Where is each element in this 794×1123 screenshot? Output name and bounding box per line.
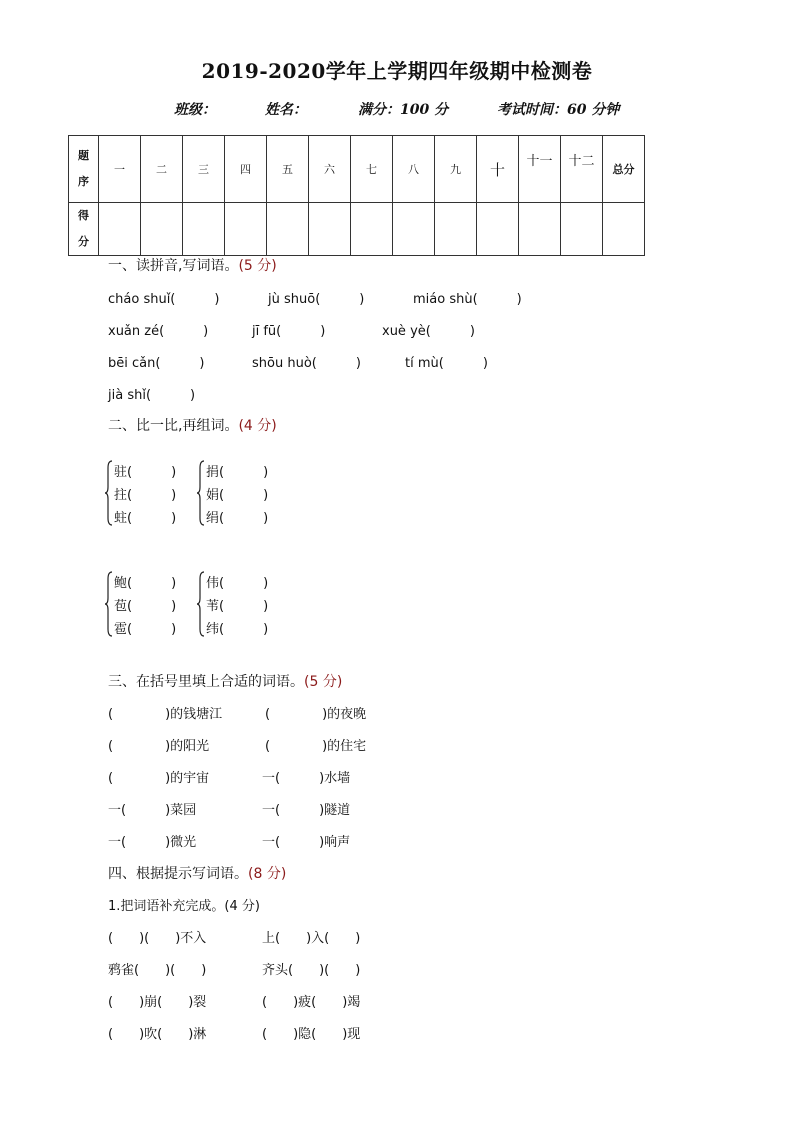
left-brace-icon — [105, 460, 113, 526]
pinyin-item[interactable]: bēi cǎn( ) — [108, 356, 205, 371]
pinyin-item[interactable]: jī fū( ) — [252, 324, 326, 339]
column-header: 四 — [225, 136, 267, 203]
compare-item[interactable]: 纬( ) — [206, 622, 269, 637]
column-header: 八 — [393, 136, 435, 203]
idiom-item[interactable]: 鸦雀( )( ) — [108, 963, 207, 978]
score-cell[interactable] — [561, 203, 603, 256]
score-table-header-row — [69, 136, 645, 203]
header-label-cell — [69, 136, 99, 203]
score-cell[interactable] — [351, 203, 393, 256]
class-label: 班级： — [174, 102, 216, 118]
compare-item[interactable]: 苞( ) — [114, 599, 177, 614]
section-points: (8 分) — [248, 866, 287, 882]
compare-item[interactable]: 捐( ) — [206, 465, 269, 480]
pinyin-item[interactable]: shōu huò( ) — [252, 356, 361, 371]
score-cell[interactable] — [225, 203, 267, 256]
pinyin-item[interactable]: jù shuō( ) — [268, 292, 365, 307]
score-cell[interactable] — [519, 203, 561, 256]
idiom-item[interactable]: ( )( )不入 — [108, 931, 207, 946]
column-header: 三 — [183, 136, 225, 203]
fill-item[interactable]: ( )的宇宙 — [108, 771, 210, 786]
compare-item[interactable]: 蛀( ) — [114, 511, 177, 526]
page-title: 2019-2020学年上学期四年级期中检测卷 — [201, 59, 593, 83]
fill-item[interactable]: ( )的钱塘江 — [108, 707, 223, 722]
column-header: 五 — [267, 136, 309, 203]
section-title: 三、在括号里填上合适的词语。 — [108, 674, 304, 690]
score-label-cell — [69, 203, 99, 256]
pinyin-item[interactable]: miáo shù( ) — [413, 292, 522, 307]
section-title: 一、读拼音,写词语。 — [108, 258, 239, 274]
score-table — [68, 135, 645, 256]
total-header: 总分 — [603, 136, 645, 203]
section-title: 二、比一比,再组词。 — [108, 418, 239, 434]
name-label: 姓名： — [265, 102, 307, 118]
compare-item[interactable]: 绢( ) — [206, 511, 269, 526]
column-header: 一 — [99, 136, 141, 203]
score-table-score-row — [69, 203, 645, 256]
column-header: 十 — [477, 136, 519, 203]
column-header: 六 — [309, 136, 351, 203]
idiom-item[interactable]: 上( )入( ) — [262, 931, 361, 946]
compare-item[interactable]: 驻( ) — [114, 465, 177, 480]
fill-item[interactable]: 一( )水墙 — [262, 771, 351, 786]
pinyin-item[interactable]: jià shǐ( ) — [108, 388, 196, 403]
compare-item[interactable]: 雹( ) — [114, 622, 177, 637]
fill-item[interactable]: 一( )响声 — [262, 835, 351, 850]
score-cell[interactable] — [309, 203, 351, 256]
idiom-item[interactable]: 齐头( )( ) — [262, 963, 361, 978]
fill-item[interactable]: ( )的住宅 — [265, 739, 367, 754]
section-4-heading — [108, 863, 286, 883]
pinyin-item[interactable]: xuè yè( ) — [382, 324, 475, 339]
score-cell[interactable] — [141, 203, 183, 256]
score-cell[interactable] — [435, 203, 477, 256]
compare-item[interactable]: 拄( ) — [114, 488, 177, 503]
column-header: 九 — [435, 136, 477, 203]
header-label-char: 题 — [78, 149, 89, 162]
fill-item[interactable]: ( )的阳光 — [108, 739, 210, 754]
score-label-char: 分 — [78, 235, 89, 248]
score-label-char: 得 — [78, 209, 89, 222]
compare-item[interactable]: 娟( ) — [206, 488, 269, 503]
subsection-title: 1.把词语补充完成。(4 分) — [108, 899, 260, 914]
section-title: 四、根据提示写词语。 — [108, 866, 248, 882]
section-points: (4 分) — [238, 418, 277, 434]
idiom-item[interactable]: ( )崩( )裂 — [108, 995, 207, 1010]
idiom-item[interactable]: ( )隐( )现 — [262, 1027, 361, 1042]
idiom-item[interactable]: ( )吹( )淋 — [108, 1027, 207, 1042]
pinyin-item[interactable]: xuǎn zé( ) — [108, 324, 209, 339]
full-score: 满分：100 分 — [358, 102, 449, 118]
section-3-heading — [108, 671, 342, 691]
compare-item[interactable]: 鲍( ) — [114, 576, 177, 591]
section-1-heading — [108, 255, 277, 275]
exam-time: 考试时间：60 分钟 — [497, 102, 620, 118]
score-cell[interactable] — [183, 203, 225, 256]
score-cell[interactable] — [477, 203, 519, 256]
pinyin-item[interactable]: cháo shuǐ( ) — [108, 292, 220, 307]
score-cell[interactable] — [267, 203, 309, 256]
column-header: 二 — [141, 136, 183, 203]
score-cell[interactable] — [99, 203, 141, 256]
left-brace-icon — [105, 571, 113, 637]
section-points: (5 分) — [304, 674, 343, 690]
compare-item[interactable]: 伟( ) — [206, 576, 269, 591]
fill-item[interactable]: ( )的夜晚 — [265, 707, 367, 722]
score-cell[interactable] — [393, 203, 435, 256]
left-brace-icon — [197, 571, 205, 637]
section-2-heading — [108, 415, 277, 435]
column-header: 七 — [351, 136, 393, 203]
pinyin-item[interactable]: tí mù( ) — [405, 356, 488, 371]
column-header: 十一 — [519, 136, 561, 203]
header-label-char: 序 — [78, 175, 89, 188]
fill-item[interactable]: 一( )隧道 — [262, 803, 351, 818]
section-points: (5 分) — [238, 258, 277, 274]
compare-item[interactable]: 苇( ) — [206, 599, 269, 614]
total-score-cell[interactable] — [603, 203, 645, 256]
fill-item[interactable]: 一( )微光 — [108, 835, 197, 850]
column-header: 十二 — [561, 136, 603, 203]
fill-item[interactable]: 一( )菜园 — [108, 803, 197, 818]
left-brace-icon — [197, 460, 205, 526]
idiom-item[interactable]: ( )疲( )竭 — [262, 995, 361, 1010]
